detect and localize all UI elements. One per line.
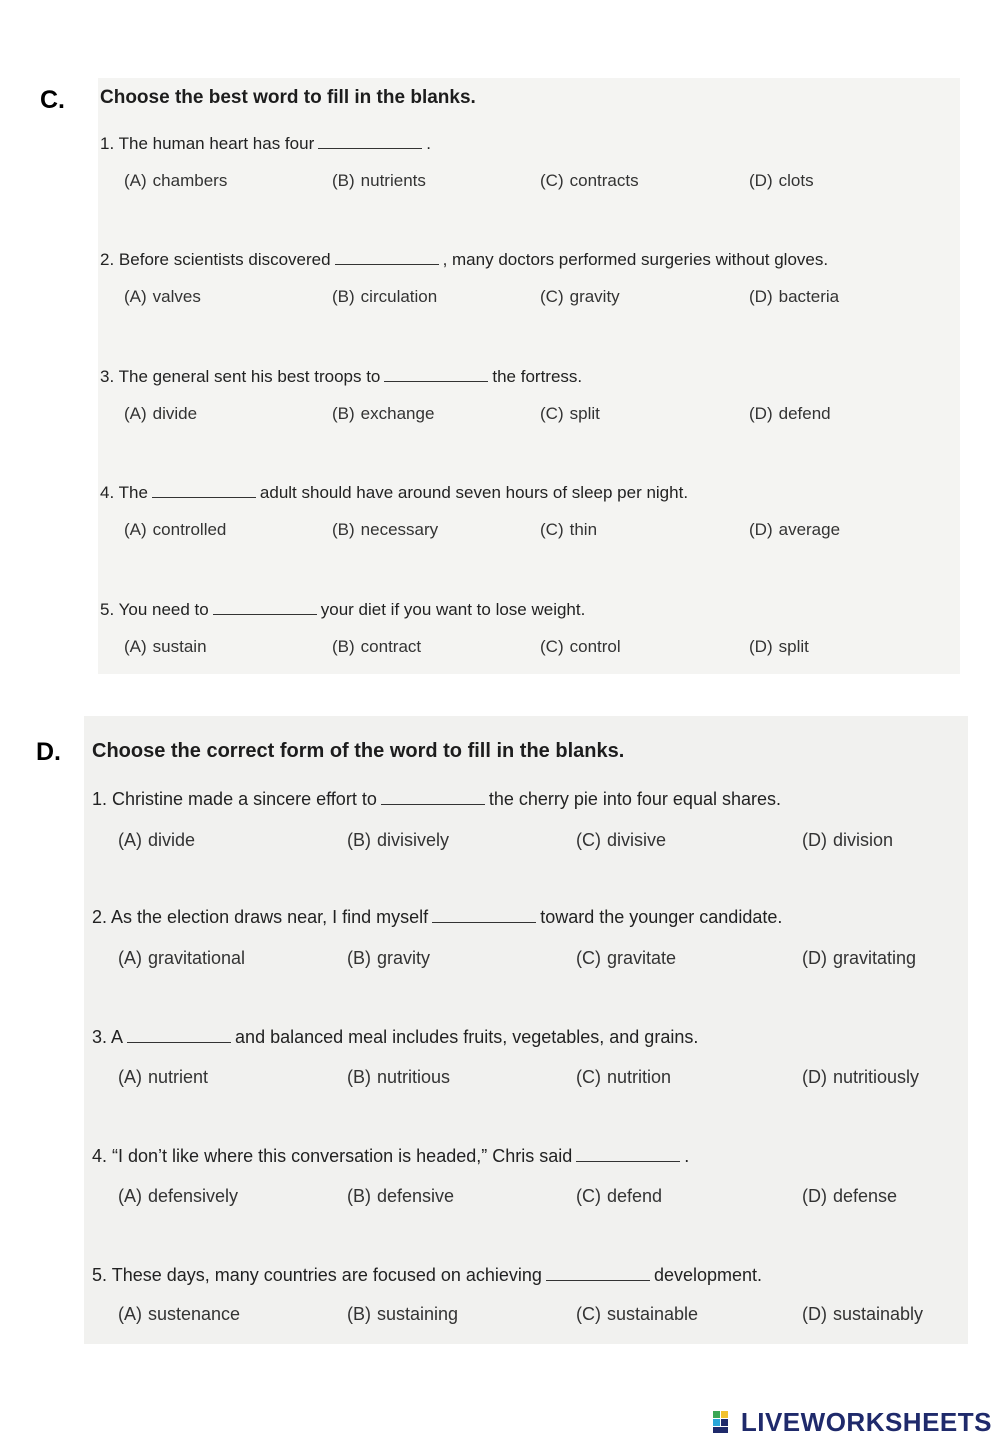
question-number: 4. (100, 483, 115, 502)
option-word: necessary (360, 520, 439, 539)
question-text-after: , many doctors performed surgeries without gloves. (442, 250, 829, 269)
option-letter: (D) (749, 171, 773, 190)
option-c (576, 1067, 671, 1088)
question-text-after: adult should have around seven hours of sleep per night. (259, 483, 689, 502)
question-4 (92, 1146, 689, 1167)
option-b (347, 1186, 454, 1207)
option-letter: (D) (749, 404, 773, 423)
question-number: 4. (92, 1146, 108, 1166)
option-b (332, 404, 434, 424)
option-letter: (C) (576, 948, 601, 968)
option-letter: (C) (540, 404, 564, 423)
option-word: defensive (377, 1186, 455, 1206)
option-word: sustainable (607, 1304, 699, 1324)
option-letter: (A) (124, 637, 147, 656)
option-word: circulation (360, 287, 438, 306)
option-letter: (D) (749, 287, 773, 306)
option-word: control (569, 637, 621, 656)
question-text-before: Before scientists discovered (118, 250, 331, 269)
answer-blank[interactable] (335, 250, 439, 265)
option-letter: (D) (802, 948, 827, 968)
option-word: sustaining (377, 1304, 459, 1324)
option-word: nutritiously (833, 1067, 920, 1087)
option-c (540, 637, 621, 657)
option-word: nutrient (148, 1067, 209, 1087)
option-b (347, 948, 430, 969)
option-letter: (C) (540, 520, 564, 539)
option-word: divide (152, 404, 198, 423)
option-d (802, 948, 916, 969)
question-text-before: As the election draws near, I find myself (111, 907, 429, 927)
question-text-before: “I don’t like where this conversation is headed,” Chris said (112, 1146, 573, 1166)
option-letter: (B) (332, 637, 355, 656)
option-a (124, 287, 201, 307)
option-word: bacteria (778, 287, 840, 306)
option-c (576, 948, 676, 969)
option-b (347, 830, 449, 851)
option-letter: (B) (347, 1304, 371, 1324)
option-letter: (C) (540, 287, 564, 306)
option-letter: (A) (124, 520, 147, 539)
option-letter: (A) (124, 171, 147, 190)
option-c (576, 1186, 662, 1207)
option-letter: (D) (802, 1186, 827, 1206)
option-d (749, 404, 831, 424)
option-letter: (A) (124, 287, 147, 306)
liveworksheets-logo-text: LIVEWORKSHEETS (740, 1406, 992, 1437)
question-2 (92, 907, 782, 928)
option-letter: (C) (576, 1186, 601, 1206)
question-text-after: . (426, 134, 431, 153)
option-letter: (D) (749, 637, 773, 656)
option-letter: (A) (118, 948, 142, 968)
option-word: split (569, 404, 600, 423)
option-letter: (B) (347, 1186, 371, 1206)
option-d (749, 637, 809, 657)
question-text-after: and balanced meal includes fruits, vegetables, and grains. (235, 1027, 699, 1047)
option-letter: (B) (332, 171, 355, 190)
option-letter: (B) (347, 830, 371, 850)
section-d-heading: Choose the correct form of the word to fill in the blanks. (92, 740, 625, 762)
option-word: defend (607, 1186, 663, 1206)
question-text-after: . (684, 1146, 690, 1166)
question-number: 3. (92, 1027, 108, 1047)
option-b (347, 1067, 450, 1088)
option-c (540, 520, 597, 540)
question-number: 5. (92, 1265, 108, 1285)
option-word: gravity (377, 948, 431, 968)
option-letter: (B) (332, 404, 355, 423)
option-d (802, 830, 893, 851)
option-letter: (B) (332, 520, 355, 539)
option-letter: (C) (540, 637, 564, 656)
section-c-heading: Choose the best word to fill in the blanks. (100, 87, 476, 108)
option-word: gravity (569, 287, 620, 306)
question-number: 2. (92, 907, 108, 927)
option-letter: (A) (118, 830, 142, 850)
question-number: 1. (92, 789, 108, 809)
question-text-before: The (118, 483, 148, 502)
option-b (347, 1304, 458, 1325)
question-text-after: development. (653, 1265, 763, 1285)
option-a (118, 948, 245, 969)
option-b (332, 171, 426, 191)
option-word: exchange (360, 404, 435, 423)
answer-blank[interactable] (127, 1028, 231, 1043)
option-letter: (C) (576, 1304, 601, 1324)
question-5 (100, 600, 585, 620)
option-word: chambers (152, 171, 228, 190)
answer-blank[interactable] (576, 1147, 680, 1162)
option-word: division (833, 830, 894, 850)
question-1 (100, 134, 431, 154)
question-number: 2. (100, 250, 115, 269)
option-word: divisively (377, 830, 450, 850)
question-number: 3. (100, 367, 115, 386)
question-number: 1. (100, 134, 115, 153)
option-letter: (A) (118, 1304, 142, 1324)
question-1 (92, 789, 781, 810)
answer-blank[interactable] (213, 600, 317, 615)
option-word: gravitate (607, 948, 677, 968)
option-letter: (D) (749, 520, 773, 539)
option-c (576, 1304, 698, 1325)
option-a (124, 404, 197, 424)
option-word: divide (148, 830, 196, 850)
option-word: sustenance (148, 1304, 241, 1324)
option-word: defense (833, 1186, 898, 1206)
option-word: divisive (607, 830, 667, 850)
option-word: thin (569, 520, 598, 539)
option-letter: (A) (118, 1067, 142, 1087)
option-b (332, 287, 437, 307)
option-word: controlled (152, 520, 227, 539)
question-text-before: Christine made a sincere effort to (112, 789, 377, 809)
option-b (332, 637, 421, 657)
option-word: sustainably (833, 1304, 924, 1324)
option-a (124, 637, 207, 657)
answer-blank[interactable] (152, 483, 256, 498)
section-c-letter: C. (40, 86, 65, 114)
option-word: contract (360, 637, 422, 656)
option-word: sustain (152, 637, 207, 656)
option-a (118, 1067, 208, 1088)
option-word: valves (152, 287, 201, 306)
question-text-before: These days, many countries are focused on achieving (111, 1265, 542, 1285)
question-text-before: A (111, 1027, 124, 1047)
option-word: split (778, 637, 809, 656)
option-word: average (778, 520, 841, 539)
option-letter: (A) (118, 1186, 142, 1206)
option-a (118, 1186, 238, 1207)
option-letter: (D) (802, 830, 827, 850)
option-letter: (C) (576, 830, 601, 850)
option-word: contracts (569, 171, 639, 190)
question-text-after: your diet if you want to lose weight. (320, 600, 586, 619)
option-a (118, 1304, 240, 1325)
option-letter: (A) (124, 404, 147, 423)
option-c (540, 171, 639, 191)
option-letter: (D) (802, 1067, 827, 1087)
option-d (802, 1067, 919, 1088)
option-word: nutritious (377, 1067, 451, 1087)
liveworksheets-logo-icon (711, 1408, 739, 1436)
question-3 (100, 367, 582, 387)
section-d-letter: D. (36, 738, 61, 766)
question-3 (92, 1027, 698, 1048)
question-text-after: the cherry pie into four equal shares. (488, 789, 781, 809)
answer-blank[interactable] (381, 790, 485, 805)
option-word: defensively (148, 1186, 239, 1206)
option-d (749, 520, 840, 540)
question-5 (92, 1265, 762, 1286)
option-a (118, 830, 195, 851)
option-letter: (B) (332, 287, 355, 306)
option-d (802, 1304, 923, 1325)
answer-blank[interactable] (384, 367, 488, 382)
question-text-before: The human heart has four (118, 134, 315, 153)
question-text-before: The general sent his best troops to (118, 367, 381, 386)
option-d (749, 171, 814, 191)
answer-blank[interactable] (432, 908, 536, 923)
option-word: gravitational (148, 948, 246, 968)
option-word: defend (778, 404, 831, 423)
option-word: gravitating (833, 948, 917, 968)
option-c (576, 830, 666, 851)
question-4 (100, 483, 688, 503)
option-word: nutrients (360, 171, 426, 190)
liveworksheets-logo (711, 1407, 992, 1437)
option-c (540, 287, 620, 307)
option-b (332, 520, 438, 540)
answer-blank[interactable] (546, 1266, 650, 1281)
question-text-after: the fortress. (492, 367, 583, 386)
option-letter: (B) (347, 948, 371, 968)
option-letter: (D) (802, 1304, 827, 1324)
option-letter: (B) (347, 1067, 371, 1087)
question-number: 5. (100, 600, 115, 619)
question-text-before: You need to (118, 600, 209, 619)
question-text-after: toward the younger candidate. (540, 907, 783, 927)
option-word: nutrition (607, 1067, 672, 1087)
option-letter: (C) (576, 1067, 601, 1087)
option-letter: (C) (540, 171, 564, 190)
option-word: clots (778, 171, 814, 190)
answer-blank[interactable] (318, 134, 422, 149)
option-a (124, 520, 226, 540)
option-d (749, 287, 839, 307)
question-2 (100, 250, 828, 270)
option-d (802, 1186, 897, 1207)
option-c (540, 404, 600, 424)
option-a (124, 171, 227, 191)
